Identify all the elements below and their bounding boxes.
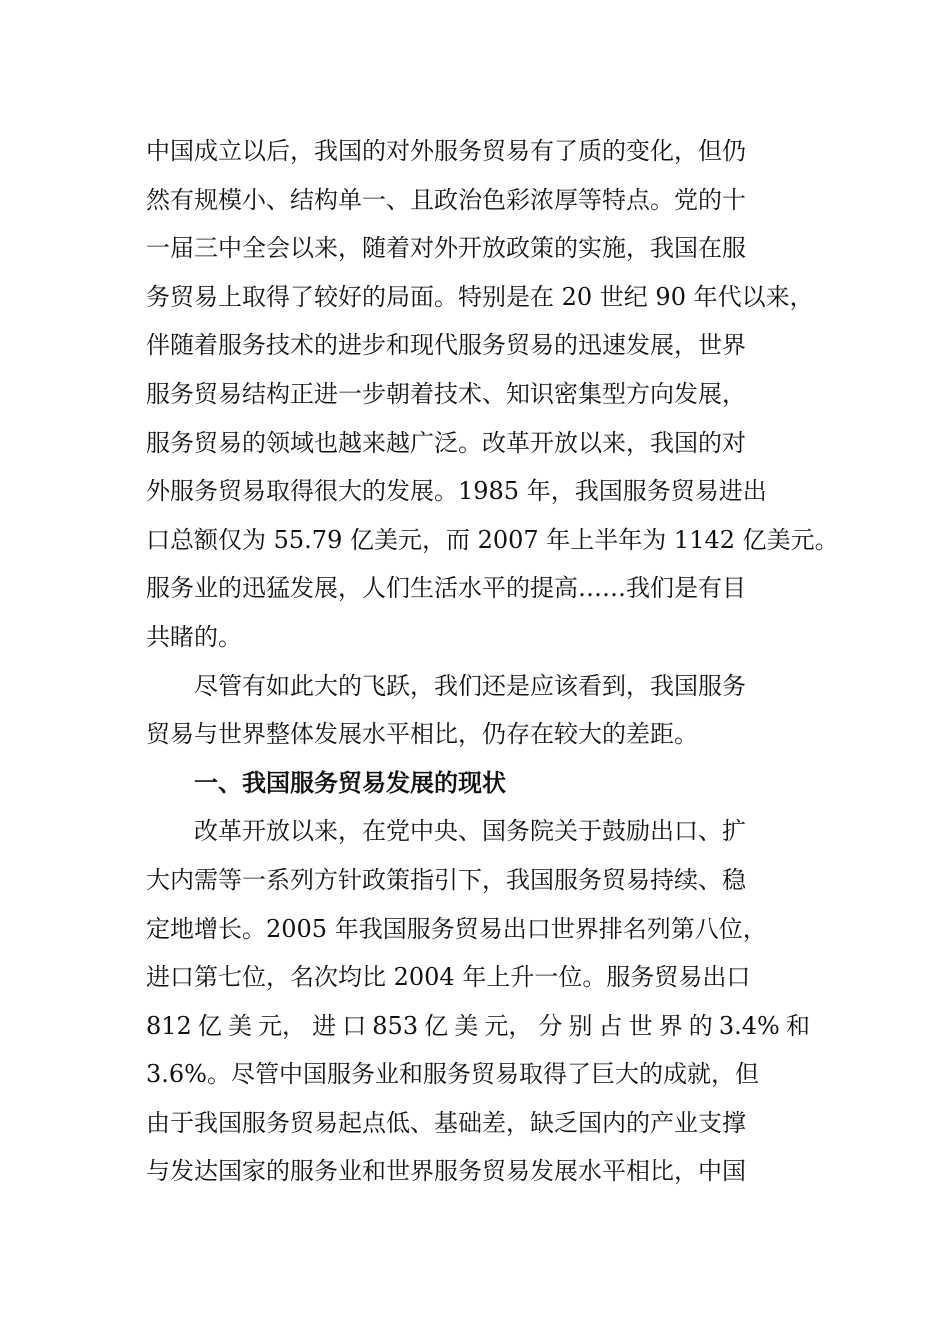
text-line: 然有规模小、结构单一、且政治色彩浓厚等特点。党的十 [146, 185, 746, 214]
justified-token: 元， [484, 1011, 533, 1040]
justified-token: 界 [658, 1011, 683, 1040]
text-line: 服务贸易结构正进一步朝着技术、知识密集型方向发展， [146, 379, 746, 408]
text-line: 一届三中全会以来，随着对外开放政策的实施，我国在服 [146, 234, 746, 263]
text-line: 进口第七位，名次均比 2004 年上升一位。服务贸易出口 [146, 963, 751, 992]
justified-token: 的 [688, 1011, 713, 1040]
text-line: 服务业的迅猛发展，人们生活水平的提高……我们是有目 [146, 574, 746, 603]
justified-token: 分 [538, 1011, 563, 1040]
justified-token: 美 [227, 1011, 252, 1040]
text-line: 尽管有如此大的飞跃，我们还是应该看到，我国服务 [194, 671, 746, 700]
justified-token: 口 [342, 1011, 367, 1040]
justified-token: 别 [568, 1011, 593, 1040]
document-body [146, 127, 839, 1196]
text-line: 贸易与世界整体发展水平相比，仍存在较大的差距。 [146, 720, 698, 749]
justified-text-line [146, 1002, 810, 1051]
text-line: 3.6%。尽管中国服务业和服务贸易取得了巨大的成就，但 [146, 1060, 759, 1089]
justified-token: 亿 [424, 1011, 449, 1040]
justified-token: 美 [454, 1011, 479, 1040]
text-line: 口总额仅为 55.79 亿美元，而 2007 年上半年为 1142 亿美元。 [146, 525, 839, 554]
text-line: 大内需等一系列方针政策指引下，我国服务贸易持续、稳 [146, 865, 746, 894]
justified-token: 进 [312, 1011, 337, 1040]
paragraph-2 [146, 662, 810, 759]
text-line: 务贸易上取得了较好的局面。特别是在 20 世纪 90 年代以来， [146, 282, 814, 311]
section-heading: 一、我国服务贸易发展的现状 [194, 767, 506, 797]
text-line: 改革开放以来，在党中央、国务院关于鼓励出口、扩 [194, 817, 746, 846]
justified-token: 占 [598, 1011, 623, 1040]
text-line: 与发达国家的服务业和世界服务贸易发展水平相比，中国 [146, 1157, 746, 1186]
justified-token: 元， [258, 1011, 307, 1040]
text-line: 伴随着服务技术的进步和现代服务贸易的迅速发展，世界 [146, 331, 746, 360]
justified-token: 世 [628, 1011, 653, 1040]
justified-token: 853 [372, 1011, 419, 1040]
text-line: 外服务贸易取得很大的发展。1985 年，我国服务贸易进出 [146, 477, 767, 506]
justified-token: 亿 [197, 1011, 222, 1040]
justified-token: 812 [146, 1011, 192, 1040]
text-line: 中国成立以后，我国的对外服务贸易有了质的变化，但仍 [146, 137, 746, 165]
paragraph-3 [146, 807, 810, 1196]
paragraph-1 [146, 127, 839, 662]
text-line: 定地增长。2005 年我国服务贸易出口世界排名列第八位， [146, 914, 767, 943]
text-line: 服务贸易的领域也越来越广泛。改革开放以来，我国的对 [146, 428, 746, 457]
text-line: 由于我国服务贸易起点低、基础差，缺乏国内的产业支撑 [146, 1108, 746, 1137]
justified-token: 和 [785, 1011, 810, 1040]
justified-token: 3.4% [718, 1011, 780, 1040]
text-line: 共睹的。 [146, 622, 242, 651]
